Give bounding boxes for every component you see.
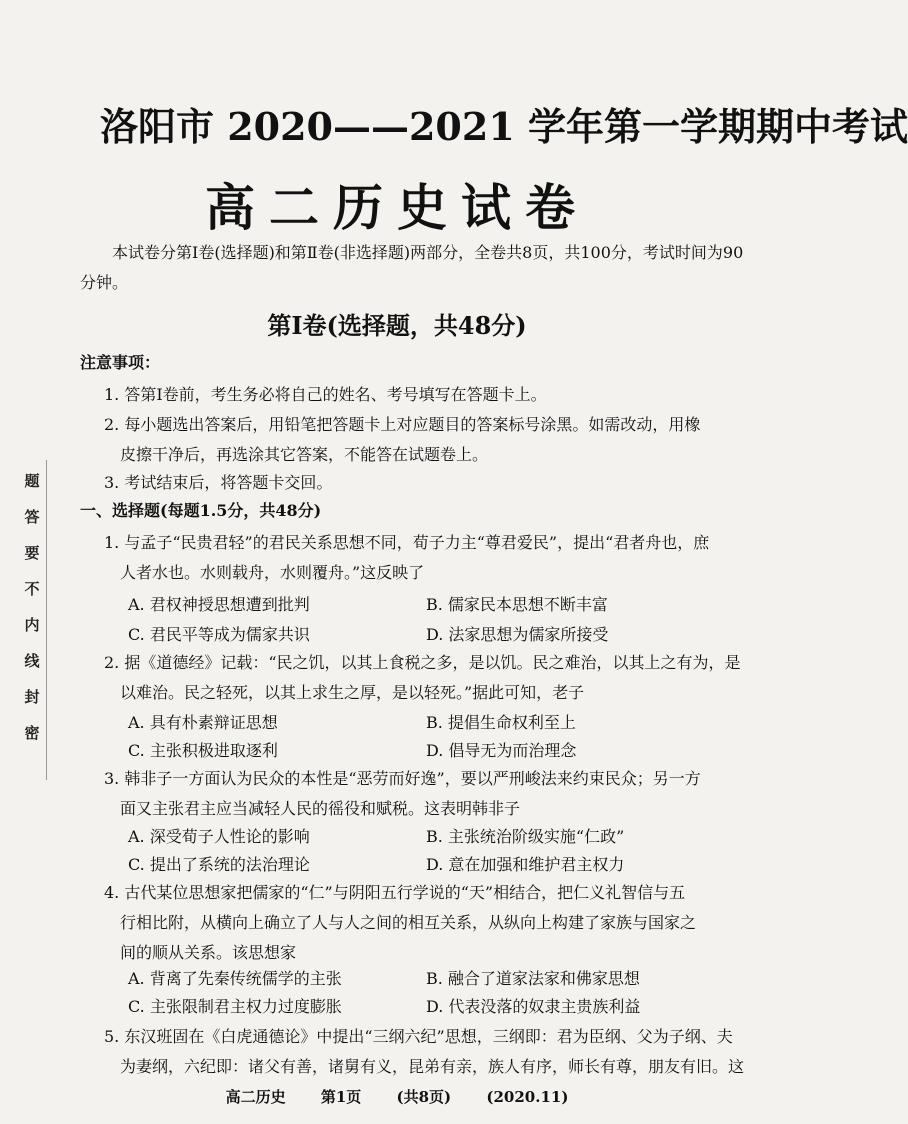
question-2-stem [104,648,754,708]
section-title: 第Ⅰ卷(选择题，共48分) [267,311,527,340]
question-1-stem [104,528,754,588]
question-stem-line: 以难治。民之轻死，以其上求生之厚，是以轻死。”据此可知，老子 [120,683,585,702]
binding-strip-char: 要 [24,544,40,562]
binding-strip-char: 题 [24,472,40,490]
binding-strip-char: 内 [24,616,40,634]
page-footer [0,1086,794,1107]
question-stem-line: 1. 与孟子“民贵君轻”的君民关系思想不同，荀子力主“尊君爱民”，提出“君者舟也，庶 [104,533,710,552]
question-4-stem [104,878,754,968]
exam-subtitle: 高二历史试卷 [205,178,589,237]
question-stem-line: 面又主张君主应当减轻人民的徭役和赋税。这表明韩非子 [120,799,521,818]
question-stem-line: 2. 据《道德经》记载：“民之饥，以其上食税之多，是以饥。民之难治，以其上之有为，是 [104,653,741,672]
option-a: A. 背离了先秦传统儒学的主张 [128,969,342,988]
note-2-line-1: 2. 每小题选出答案后，用铅笔把答题卡上对应题目的答案标号涂黑。如需改动，用橡 [104,415,701,434]
question-stem-line: 4. 古代某位思想家把儒家的“仁”与阴阳五行学说的“天”相结合，把仁义礼智信与五 [104,883,686,902]
question-stem-line: 行相比附，从横向上确立了人与人之间的相互关系，从纵向上构建了家族与国家之 [120,913,697,932]
binding-strip-char: 封 [24,688,40,706]
option-b: B. 儒家民本思想不断丰富 [426,595,608,614]
option-d: D. 法家思想为儒家所接受 [426,625,609,644]
note-2-line-2: 皮擦干净后，再选涂其它答案，不能答在试题卷上。 [120,445,489,464]
binding-strip-char: 密 [24,724,40,742]
question-3-stem [104,764,754,824]
binding-strip-char: 线 [24,652,40,670]
binding-strip-char: 不 [24,580,40,598]
footer-subject: 高二历史 [225,1088,286,1106]
option-a: A. 深受荀子人性论的影响 [128,827,310,846]
exam-title: 洛阳市 2020——2021 学年第一学期期中考试 [100,104,908,149]
option-c: C. 提出了系统的法治理论 [128,855,310,874]
question-stem-line: 5. 东汉班固在《白虎通德论》中提出“三纲六纪”思想，三纲即：君为臣纲、父为子纲、夫 [104,1027,733,1046]
option-b: B. 融合了道家法家和佛家思想 [426,969,640,988]
footer-date: (2020.11) [486,1088,569,1106]
option-d: D. 意在加强和维护君主权力 [426,855,625,874]
option-b: B. 主张统治阶级实施“仁政” [426,827,625,846]
option-c: C. 主张积极进取逐利 [128,741,278,760]
option-d: D. 倡导无为而治理念 [426,741,577,760]
option-b: B. 提倡生命权利至上 [426,713,576,732]
question-stem-line: 人者水也。水则载舟，水则覆舟。”这反映了 [120,563,425,582]
option-a: A. 具有朴素辩证思想 [128,713,278,732]
option-d: D. 代表没落的奴隶主贵族利益 [426,997,641,1016]
notes-heading: 注意事项： [80,353,161,372]
option-c: C. 君民平等成为儒家共识 [128,625,310,644]
question-stem-line: 间的顺从关系。该思想家 [120,943,297,962]
question-5-stem [104,1022,754,1082]
footer-page: 第1页 [320,1088,362,1106]
binding-line [46,460,47,780]
question-stem-line: 为妻纲，六纪即：诸父有善，诸舅有义，昆弟有亲，族人有序，师长有尊，朋友有旧。这 [120,1057,745,1076]
binding-strip [18,470,46,760]
option-c: C. 主张限制君主权力过度膨胀 [128,997,342,1016]
note-3: 3. 考试结束后，将答题卡交回。 [104,473,333,492]
exam-intro: 本试卷分第Ⅰ卷(选择题)和第Ⅱ卷(非选择题)两部分，全卷共8页，共100分，考试时间为90分钟。 [80,243,744,292]
question-stem-line: 3. 韩非子一方面认为民众的本性是“恶劳而好逸”，要以严刑峻法来约束民众；另一方 [104,769,701,788]
note-2 [104,410,754,470]
note-1: 1. 答第Ⅰ卷前，考生务必将自己的姓名、考号填写在答题卡上。 [104,385,547,404]
option-a: A. 君权神授思想遭到批判 [128,595,310,614]
binding-strip-char: 答 [24,508,40,526]
part-heading: 一、选择题(每题1.5分，共48分) [80,501,322,520]
footer-total: (共8页) [396,1088,452,1106]
